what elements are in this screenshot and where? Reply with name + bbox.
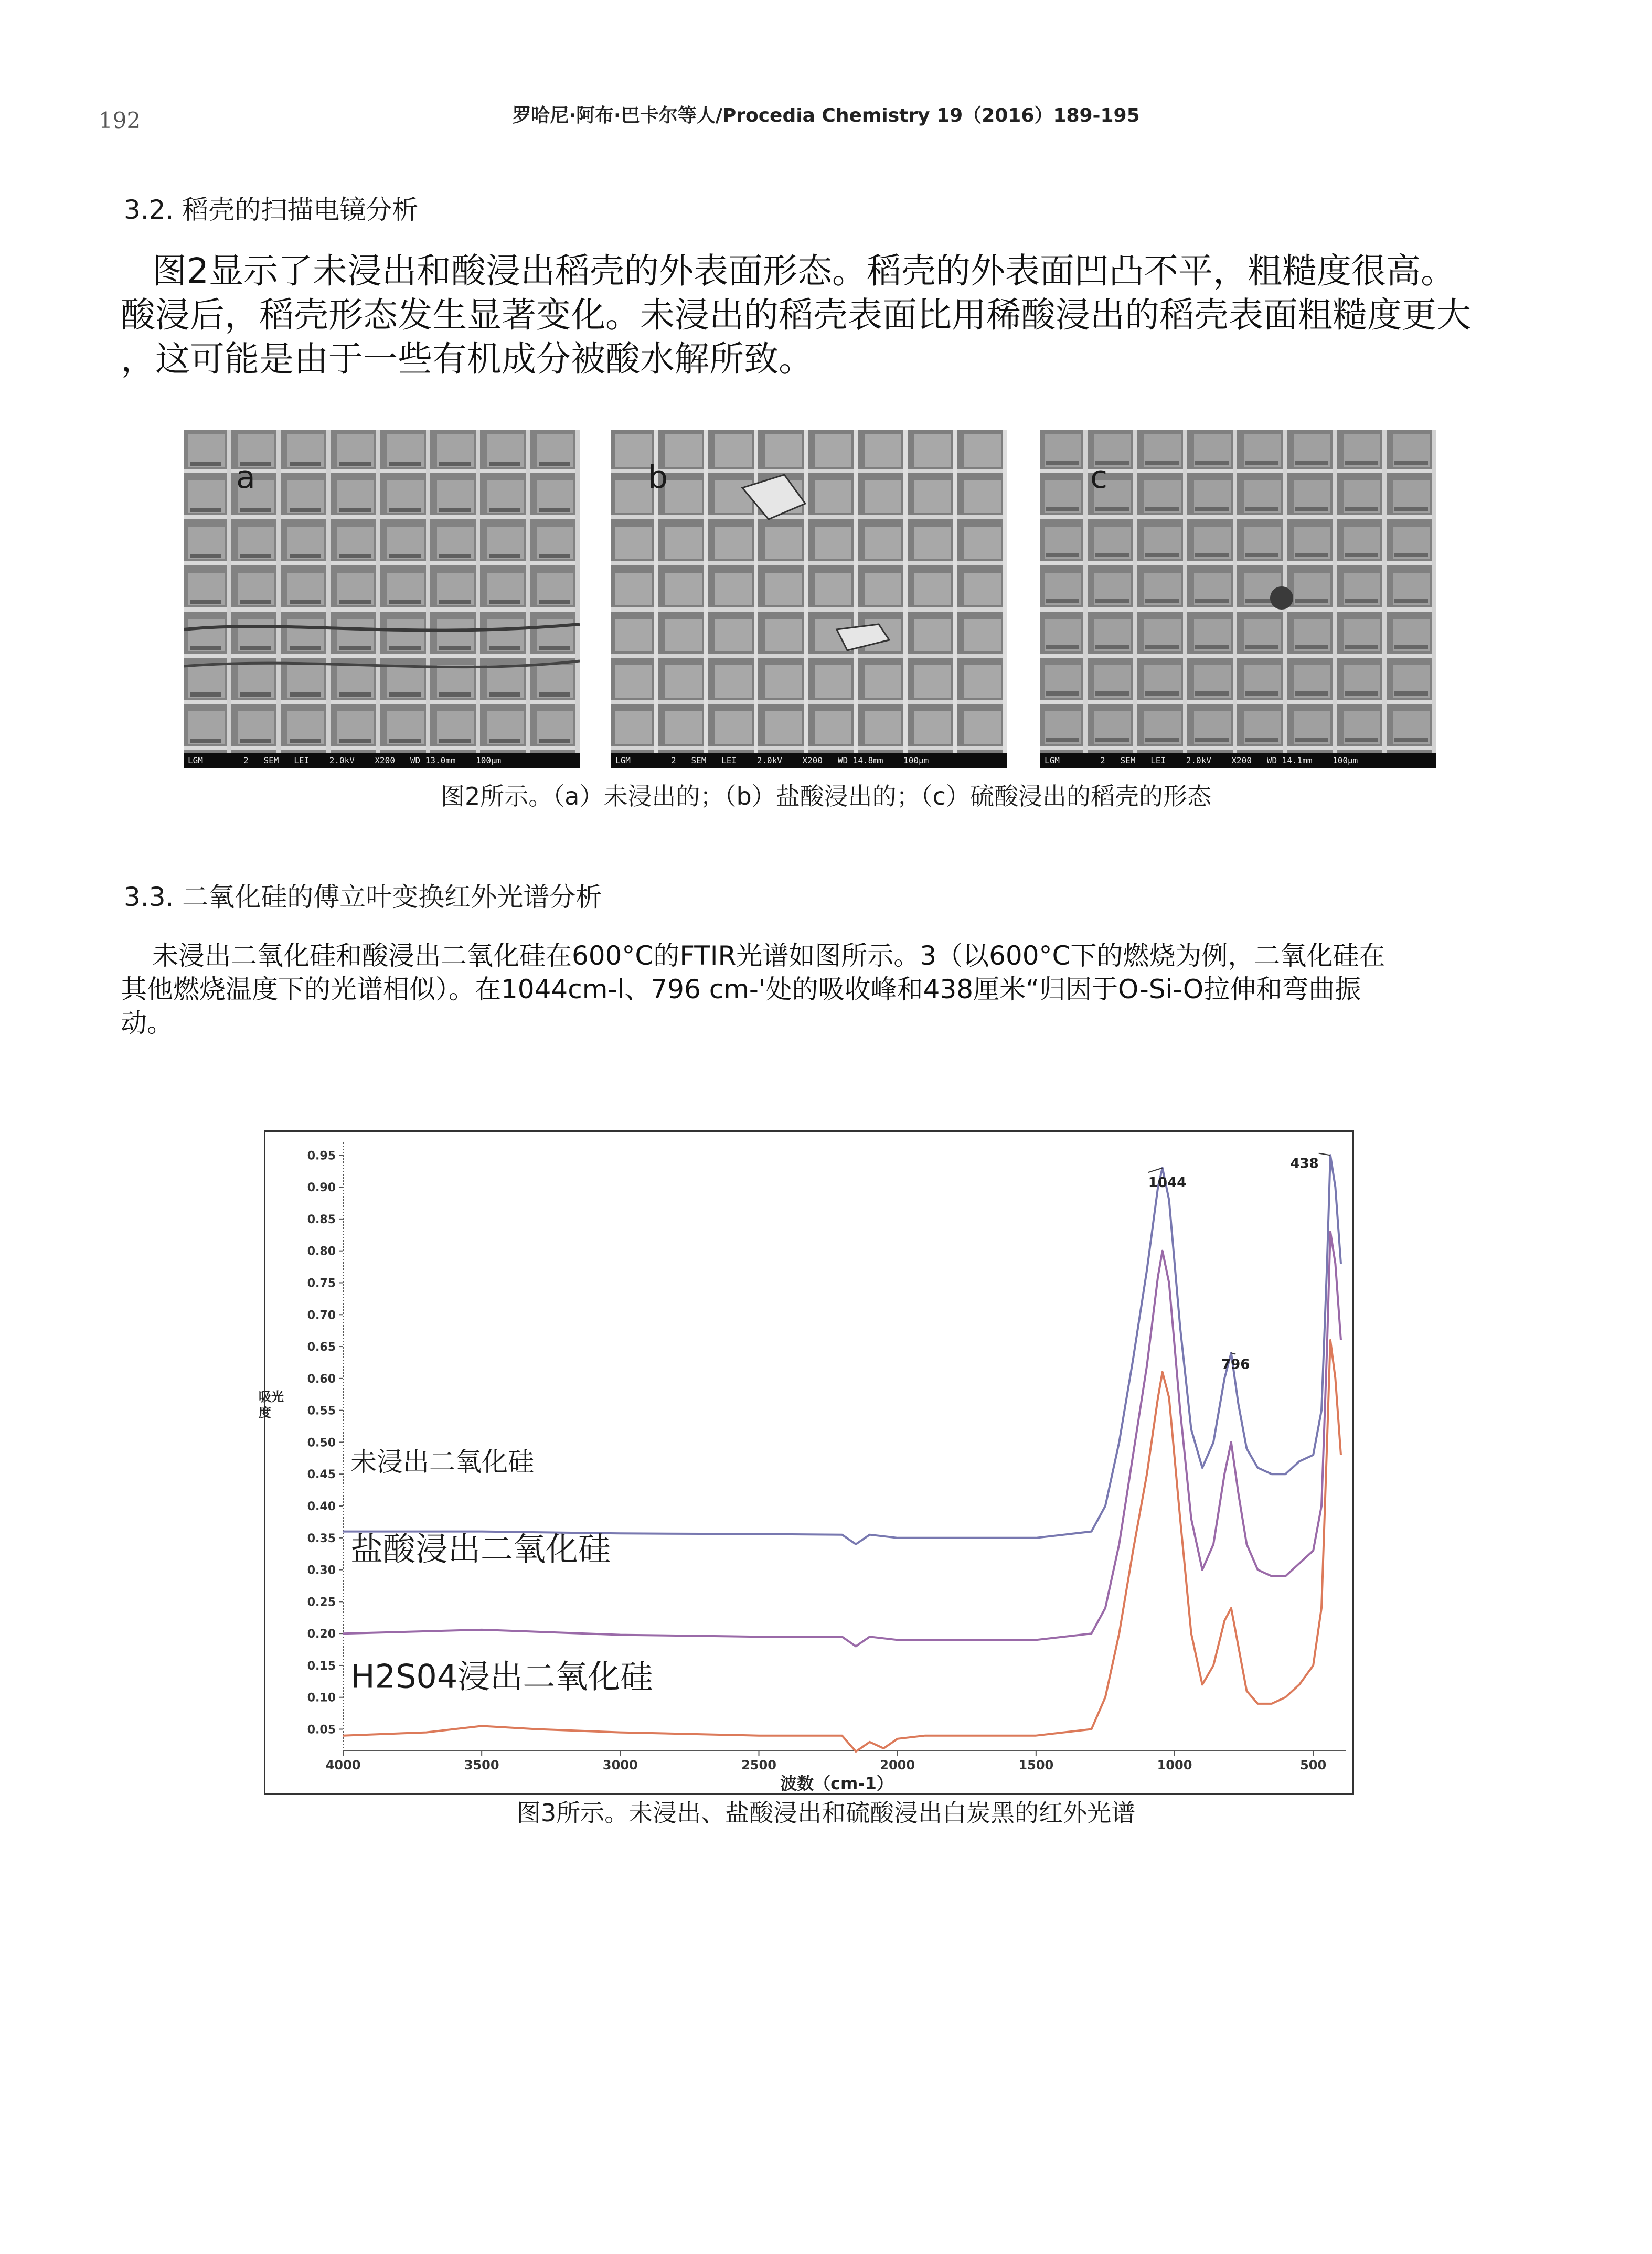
running-header: 罗哈尼·阿布·巴卡尔等人/Procedia Chemistry 19（2016）189-195 (512, 105, 1140, 126)
annotation-leader (1319, 1153, 1330, 1156)
peak-annotation: 1044 (1148, 1175, 1187, 1191)
y-tick-label: 0.60 (307, 1372, 336, 1386)
x-tick-label: 3500 (464, 1758, 499, 1772)
y-tick-label: 0.80 (307, 1245, 336, 1258)
sem-texture (611, 430, 1007, 768)
y-tick-label: 0.85 (307, 1213, 336, 1226)
scale-bar: LGM 2 SEM LEI 2.0kV X200 WD 14.8mm 100µm (611, 753, 1007, 768)
y-tick-label: 0.50 (307, 1436, 336, 1450)
y-tick-label: 0.55 (307, 1404, 336, 1418)
y-tick-label: 0.05 (307, 1723, 336, 1737)
scale-bar: LGM 2 SEM LEI 2.0kV X200 WD 14.1mm 100µm (1040, 753, 1436, 768)
x-tick-label: 2000 (880, 1758, 915, 1772)
section-3-2-paragraph (121, 249, 1495, 381)
y-tick-label: 0.25 (307, 1596, 336, 1609)
figure-3-caption: 图3所示。未浸出、盐酸浸出和硫酸浸出白炭黑的红外光谱 (516, 1799, 1136, 1827)
paragraph-line: 图2显示了未浸出和酸浸出稻壳的外表面形态。稻壳的外表面凹凸不平，粗糙度很高。 (152, 251, 1455, 291)
section-3-2-heading: 3.2. 稻壳的扫描电镜分析 (124, 195, 419, 225)
series-line (343, 1155, 1341, 1544)
y-tick-label: 0.90 (307, 1181, 336, 1195)
x-tick-label: 2500 (741, 1758, 776, 1772)
y-tick-label: 0.20 (307, 1628, 336, 1641)
scale-bar: LGM 2 SEM LEI 2.0kV X200 WD 13.0mm 100µm (184, 753, 580, 768)
y-tick-label: 0.30 (307, 1564, 336, 1577)
y-tick-label: 0.95 (307, 1149, 336, 1163)
figure-2-caption: 图2所示。（a）未浸出的；（b）盐酸浸出的；（c）硫酸浸出的稻壳的形态 (441, 782, 1211, 810)
x-tick-label: 1500 (1018, 1758, 1054, 1772)
sem-image-b (611, 430, 1007, 768)
ftir-chart-svg (265, 1132, 1352, 1793)
paragraph-line: ，这可能是由于一些有机成分被酸水解所致。 (121, 339, 813, 379)
paragraph-line: 动。 (121, 1008, 173, 1038)
annotation-leader (1148, 1168, 1163, 1172)
panel-label: c (1090, 459, 1107, 496)
section-3-3-heading: 3.3. 二氧化硅的傅立叶变换红外光谱分析 (124, 882, 602, 912)
series-label: H2S04浸出二氧化硅 (350, 1657, 653, 1696)
section-3-3-paragraph (121, 939, 1495, 1040)
panel-label: a (236, 459, 255, 496)
page-number: 192 (99, 108, 141, 133)
paragraph-line: 其他燃烧温度下的光谱相似）。在1044cm-l、796 cm-'处的吸收峰和438厘米“归因于O-Si-O拉伸和弯曲振 (121, 974, 1361, 1005)
y-tick-label: 0.75 (307, 1277, 336, 1290)
x-tick-label: 1000 (1157, 1758, 1192, 1772)
series-label: 未浸出二氧化硅 (350, 1447, 534, 1478)
y-tick-label: 0.10 (307, 1691, 336, 1705)
ftir-chart (264, 1130, 1354, 1795)
peak-annotation: 438 (1290, 1156, 1319, 1172)
y-tick-label: 0.40 (307, 1500, 336, 1513)
series-line (343, 1232, 1341, 1646)
y-tick-label: 0.35 (307, 1532, 336, 1545)
panel-label: b (648, 459, 668, 496)
paragraph-line: 未浸出二氧化硅和酸浸出二氧化硅在600°C的FTIR光谱如图所示。3（以600°C下的燃烧为例，二氧化硅在 (152, 941, 1385, 971)
y-tick-label: 0.15 (307, 1659, 336, 1673)
y-tick-label: 0.45 (307, 1468, 336, 1482)
series-label: 盐酸浸出二氧化硅 (350, 1530, 611, 1568)
y-tick-label: 0.70 (307, 1309, 336, 1322)
paragraph-line: 酸浸后，稻壳形态发生显著变化。未浸出的稻壳表面比用稀酸浸出的稻壳表面粗糙度更大 (121, 295, 1471, 335)
peak-annotation: 796 (1221, 1356, 1250, 1373)
sem-image-c (1040, 430, 1436, 768)
y-tick-label: 0.65 (307, 1341, 336, 1354)
x-axis-label: 波数（cm-1） (780, 1774, 893, 1793)
x-tick-label: 500 (1300, 1758, 1327, 1772)
y-axis-label: 吸光度 (259, 1390, 284, 1420)
sem-image-a (184, 430, 580, 768)
x-tick-label: 3000 (602, 1758, 638, 1772)
x-tick-label: 4000 (325, 1758, 361, 1772)
